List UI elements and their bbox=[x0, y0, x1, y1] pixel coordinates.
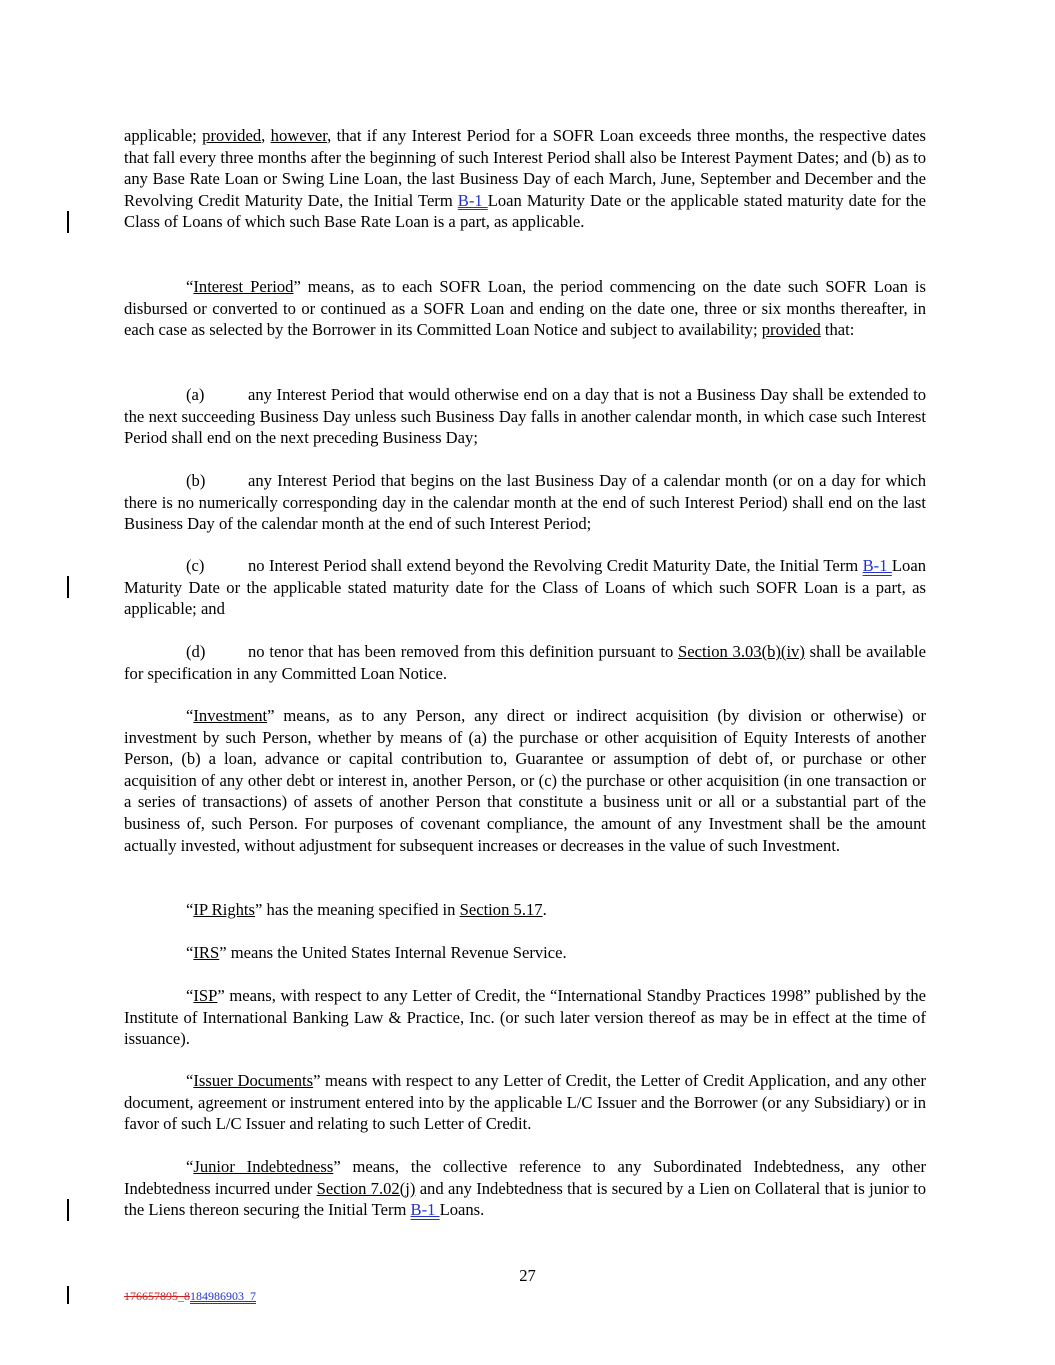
clause-c: (c) no Interest Period shall extend beyond the Revolving Credit Maturity Date, the Initial Term B-1 Loan Maturity Date or the applicable stated maturity date for the Class of Loans of which such SOFR Loan is a part, as applicable; and bbox=[124, 556, 926, 619]
defined-term: Junior Indebtedness bbox=[193, 1157, 334, 1176]
clause-d: (d) no tenor that has been removed from this definition pursuant to Section 3.03(b)(iv) shall be available for specification in any Committed Loan Notice. bbox=[124, 642, 926, 683]
change-bar bbox=[67, 576, 69, 598]
definition-investment: “Investment” means, as to any Person, any direct or indirect acquisition (by division or otherwise) or investment by such Person, whether by means of (a) the purchase or other acquisition of Equity Interests of another Person, (b) a loan, advance or capital contribution to, Guarantee or assumption of debt of, or purchase or other acquisition of any other debt or interest in, another Person, or (c) the purchase or other acquisition (in one transaction or a series of transactions) of assets of another Person that constitute a business unit or all or a substantial part of the business of, such Person. For purposes of covenant compliance, the amount of any Investment shall be the amount actually invested, without adjustment for subsequent increases or decreases in the value of such Investment. bbox=[124, 706, 926, 855]
definition-isp: “ISP” means, with respect to any Letter of Credit, the “International Standby Practices 1998” published by the Institute of International Banking Law & Practice, Inc. (or such later version thereof as may be in effect at the time of issuance). bbox=[124, 986, 926, 1049]
definition-issuer-documents: “Issuer Documents” means with respect to any Letter of Credit, the Letter of Credit Application, and any other document, agreement or instrument entered into by the applicable L/C Issuer and the Borrower (or any Subsidiary) or in favor of such L/C Issuer and relating to such Letter of Credit. bbox=[124, 1071, 926, 1134]
definition-irs: “IRS” means the United States Internal Revenue Service. bbox=[186, 943, 567, 962]
definition-junior-indebtedness: “Junior Indebtedness” means, the collective reference to any Subordinated Indebtedness, any other Indebtedness incurred under Section 7.02(j) and any Indebtedness that is secured by a Lien on Collateral that is junior to the Liens thereon securing the Initial Term B-1 Loans. bbox=[124, 1157, 927, 1220]
clause-label: (d) bbox=[186, 642, 206, 661]
clause-label: (c) bbox=[186, 556, 205, 575]
defined-term: ISP bbox=[193, 986, 218, 1005]
paragraph-continued: applicable; provided, however, that if any Interest Period for a SOFR Loan exceeds three months, the respective dates that fall every three months after the beginning of such Interest Period shall also be Interest Payment Dates; and (b) as to any Base Rate Loan or Swing Line Loan, the last Business Day of each March, June, September and December and the Revolving Credit Maturity Date, the Initial Term B-1 Loan Maturity Date or the applicable stated maturity date for the Class of Loans of which such Base Rate Loan is a part, as applicable. bbox=[124, 126, 927, 232]
change-bar bbox=[67, 1286, 69, 1304]
inserted-text: B-1 bbox=[862, 556, 892, 575]
section-reference: Section 5.17 bbox=[459, 900, 543, 919]
inserted-text: B-1 bbox=[457, 190, 488, 210]
defined-term: Issuer Documents bbox=[193, 1071, 314, 1090]
section-reference: Section 7.02(j) bbox=[316, 1178, 416, 1198]
clause-label: (b) bbox=[186, 471, 206, 490]
deleted-doc-id: 176657895_8 bbox=[124, 1289, 190, 1303]
clause-b: (b) any Interest Period that begins on the last Business Day of a calendar month (or on a day for which there is no numerically corresponding day in the calendar month at the end of such Interest Period) shall end on the last Business Day of the calendar month at the end of such Interest Period; bbox=[124, 471, 926, 534]
document-id-footer bbox=[124, 1289, 256, 1304]
definition-interest-period: “Interest Period” means, as to each SOFR Loan, the period commencing on the date such SOFR Loan is disbursed or converted to or continued as a SOFR Loan and ending on the date one, three or six months thereafter, in each case as selected by the Borrower in its Committed Loan Notice and subject to availability; provided that: bbox=[124, 277, 926, 340]
section-reference: Section 3.03(b)(iv) bbox=[678, 642, 805, 661]
inserted-doc-id: 184986903_7 bbox=[190, 1289, 256, 1303]
clause-label: (a) bbox=[186, 385, 205, 404]
page-number: 27 bbox=[519, 1266, 536, 1285]
defined-term: IRS bbox=[193, 943, 220, 962]
defined-term: IP Rights bbox=[193, 900, 256, 919]
defined-term: Investment bbox=[193, 706, 268, 725]
definition-ip-rights: “IP Rights” has the meaning specified in Section 5.17. bbox=[186, 900, 547, 919]
change-bar bbox=[67, 1199, 69, 1221]
defined-term: Interest Period bbox=[193, 277, 294, 296]
clause-a: (a) any Interest Period that would otherwise end on a day that is not a Business Day shall be extended to the next succeeding Business Day unless such Business Day falls in another calendar month, in which case such Interest Period shall end on the next preceding Business Day; bbox=[124, 385, 926, 448]
change-bar bbox=[67, 211, 69, 233]
inserted-text: B-1 bbox=[410, 1200, 440, 1220]
